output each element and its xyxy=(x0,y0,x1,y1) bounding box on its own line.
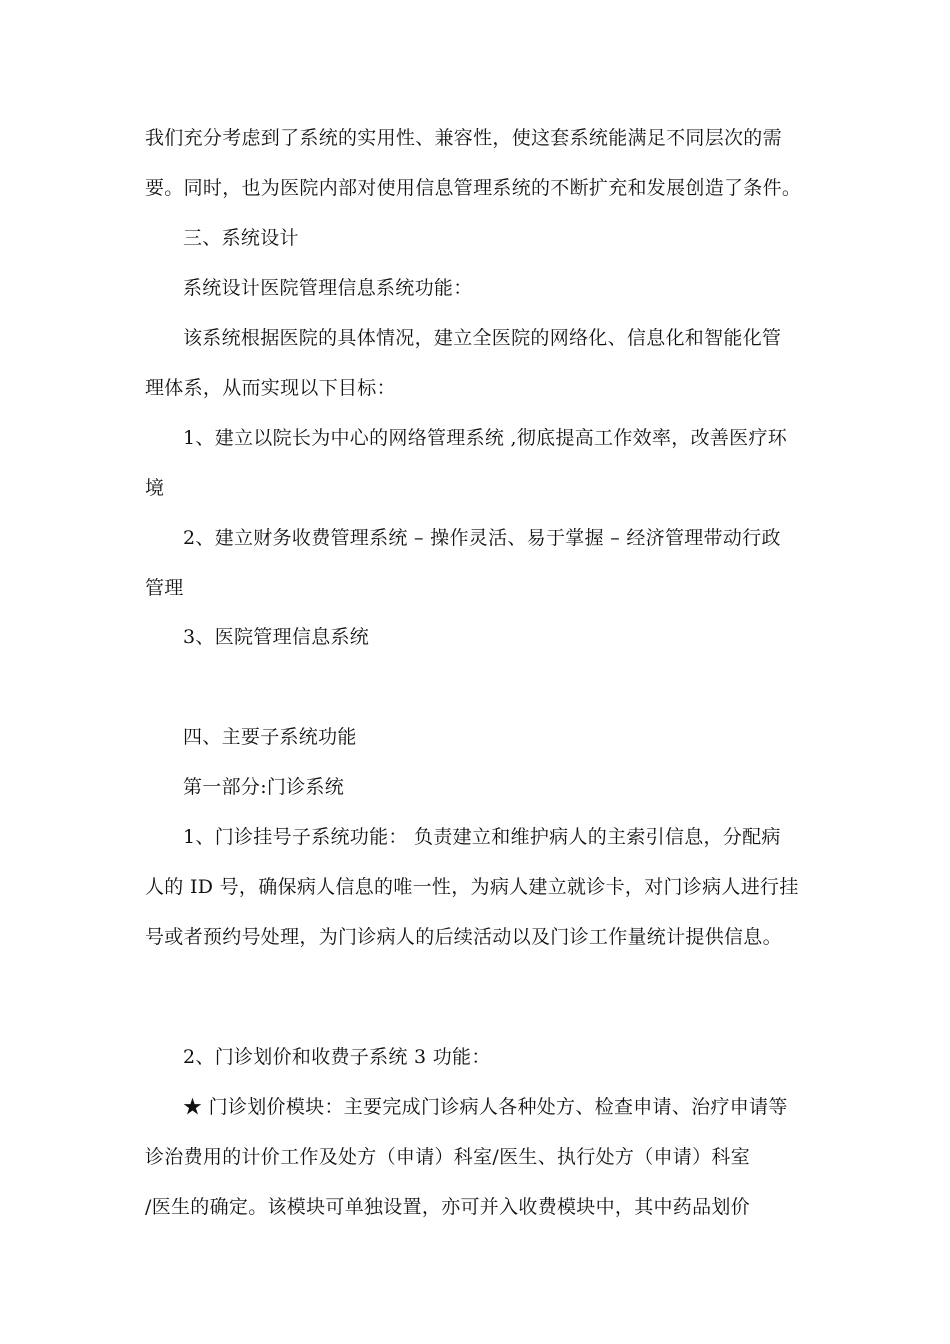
paragraph-line: 1、门诊挂号子系统功能： 负责建立和维护病人的主索引信息，分配病 xyxy=(183,826,781,848)
section-heading: 四、主要子系统功能 xyxy=(183,726,357,748)
list-item-continuation: 境 xyxy=(145,477,165,499)
paragraph-line: 我们充分考虑到了系统的实用性、兼容性，使这套系统能满足不同层次的需 xyxy=(145,127,782,149)
paragraph-line: 诊治费用的计价工作及处方（申请）科室/医生、执行处方（申请）科室 xyxy=(145,1146,751,1168)
paragraph-line: 号或者预约号处理，为门诊病人的后续活动以及门诊工作量统计提供信息。 xyxy=(145,926,782,948)
paragraph-line: /医生的确定。该模块可单独设置，亦可并入收费模块中，其中药品划价 xyxy=(145,1196,751,1218)
list-item: 2、建立财务收费管理系统 – 操作灵活、易于掌握 – 经济管理带动行政 xyxy=(183,527,781,549)
paragraph-line: 系统设计医院管理信息系统功能： xyxy=(183,277,473,299)
subsection-heading: 第一部分:门诊系统 xyxy=(183,776,345,798)
section-heading: 三、系统设计 xyxy=(183,227,299,249)
paragraph-line: 要。同时，也为医院内部对使用信息管理系统的不断扩充和发展创造了条件。 xyxy=(145,177,802,199)
subsection-heading: 2、门诊划价和收费子系统 3 功能： xyxy=(183,1046,491,1068)
list-item-continuation: 管理 xyxy=(145,577,184,599)
list-item: 1、建立以院长为中心的网络管理系统 ,彻底提高工作效率，改善医疗环 xyxy=(183,427,788,449)
paragraph-line: 理体系，从而实现以下目标： xyxy=(145,377,396,399)
paragraph-line: 该系统根据医院的具体情况，建立全医院的网络化、信息化和智能化管 xyxy=(183,327,782,349)
paragraph-line: ★ 门诊划价模块：主要完成门诊病人各种处方、检查申请、治疗申请等 xyxy=(183,1096,788,1118)
paragraph-line: 人的 ID 号，确保病人信息的唯一性，为病人建立就诊卡，对门诊病人进行挂 xyxy=(145,876,799,898)
list-item: 3、医院管理信息系统 xyxy=(183,626,370,648)
